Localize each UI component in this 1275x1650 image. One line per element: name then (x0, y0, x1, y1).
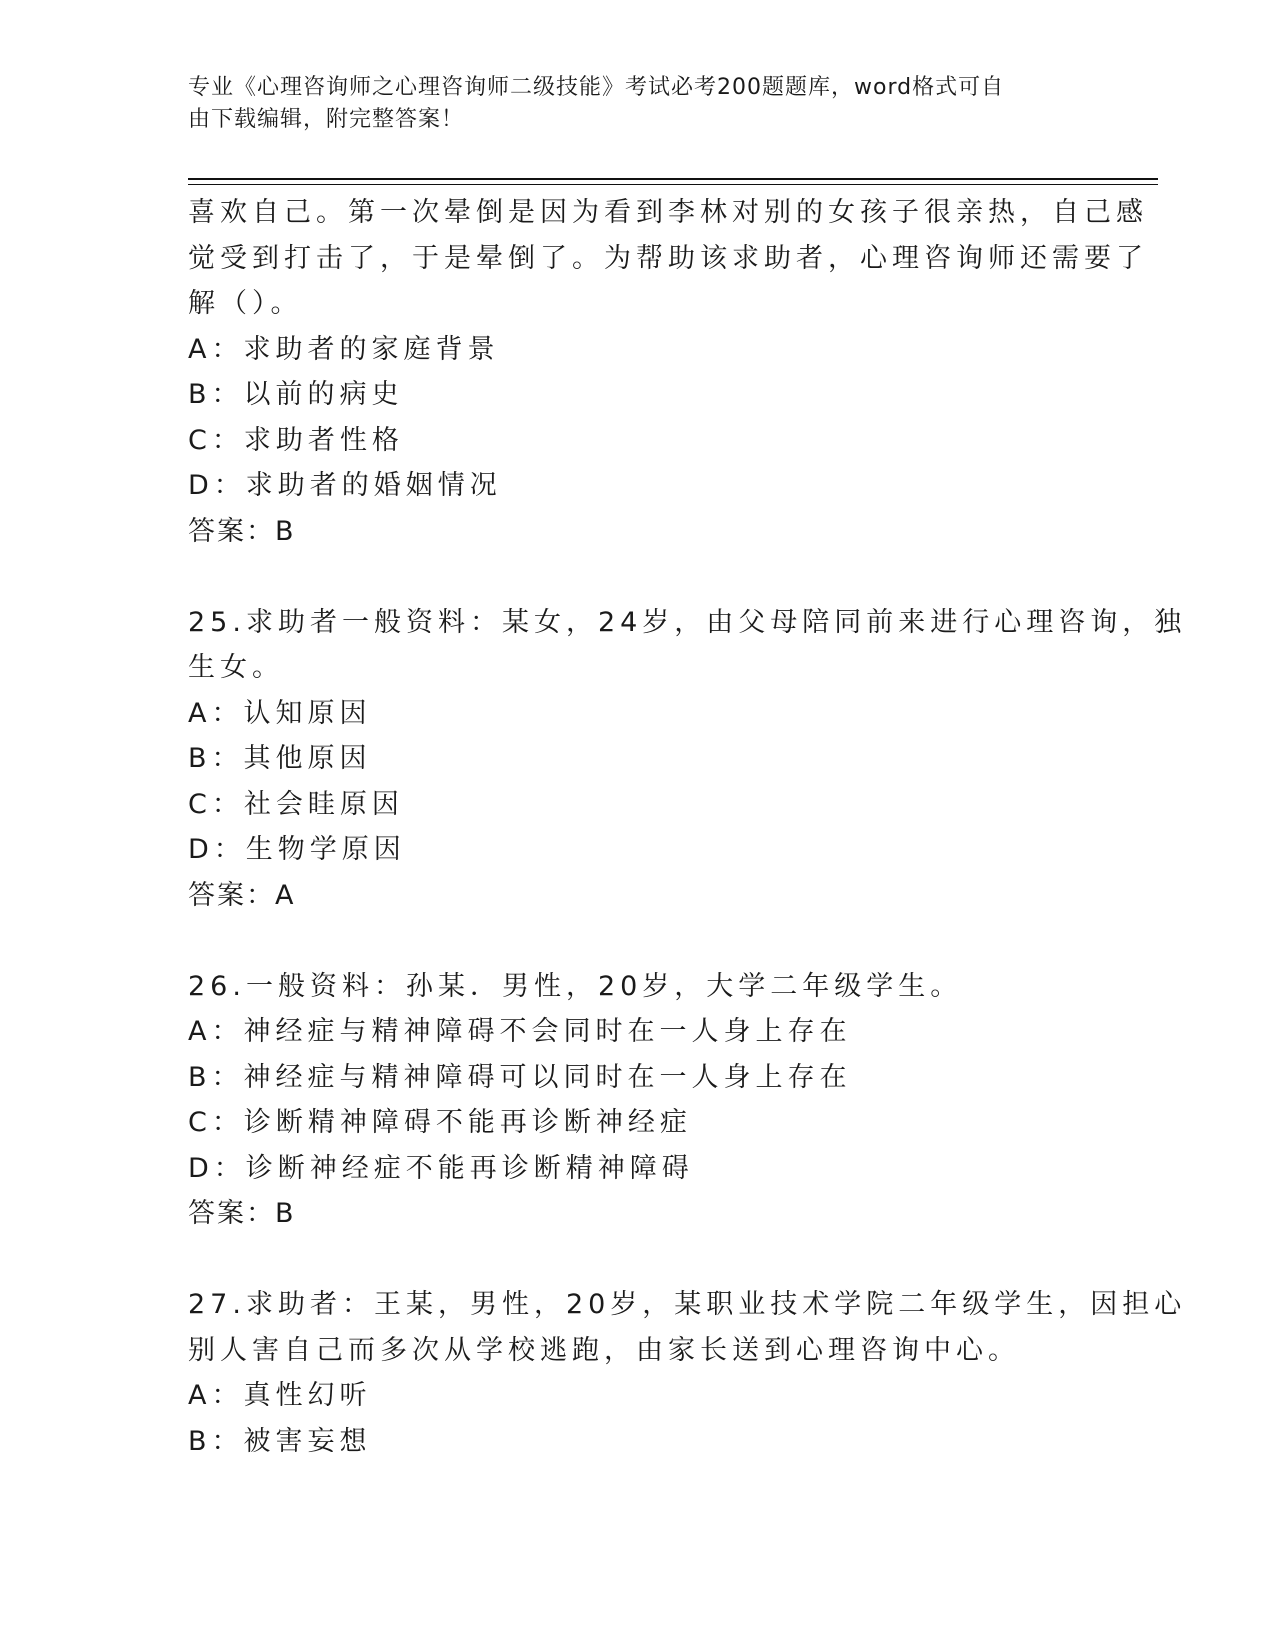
answer-label: 答案：A (188, 879, 296, 911)
question-stem-line: 生女。 (188, 652, 284, 683)
option-a: A：求助者的家庭背景 (188, 333, 500, 365)
option-d: D：求助者的婚姻情况 (188, 470, 502, 501)
question-stem-line: 27.求助者：王某，男性，20岁，某职业技术学院二年级学生，因担心 (188, 1289, 1187, 1320)
question-spacer (188, 918, 1108, 964)
question-spacer (188, 1237, 1108, 1283)
option-b: B：神经症与精神障碍可以同时在一人身上存在 (188, 1061, 852, 1093)
document-header (188, 72, 1068, 136)
header-divider-thin (188, 184, 1158, 185)
answer-label: 答案：B (188, 1198, 296, 1229)
option-c: C：诊断精神障碍不能再诊断神经症 (188, 1107, 692, 1138)
option-a: A：真性幻听 (188, 1380, 372, 1411)
option-a: A：认知原因 (188, 697, 372, 729)
question-stem-line: 25.求助者一般资料：某女，24岁，由父母陪同前来进行心理咨询，独 (188, 606, 1187, 638)
answer-label: 答案：B (188, 515, 296, 547)
question-27 (188, 1282, 1187, 1464)
header-line-2: 由下载编辑，附完整答案！ (188, 107, 465, 132)
question-list (188, 190, 1187, 1464)
header-divider-thick (188, 178, 1158, 180)
option-b: B：被害妄想 (188, 1425, 372, 1457)
question-stem-line: 解（）。 (188, 288, 303, 319)
question-26 (188, 964, 1108, 1237)
option-c: C：社会眭原因 (188, 788, 404, 820)
question-stem-line: 觉受到打击了，于是晕倒了。为帮助该求助者，心理咨询师还需要了 (188, 242, 1148, 274)
question-24 (188, 190, 1148, 554)
option-d: D：诊断神经症不能再诊断精神障碍 (188, 1152, 694, 1184)
question-25 (188, 600, 1187, 919)
question-stem-line: 喜欢自己。第一次晕倒是因为看到李林对别的女孩子很亲热，自己感 (188, 197, 1148, 228)
question-stem-line: 别人害自己而多次从学校逃跑，由家长送到心理咨询中心。 (188, 1334, 1020, 1366)
question-spacer (188, 554, 1108, 600)
option-d: D：生物学原因 (188, 834, 406, 865)
option-c: C：求助者性格 (188, 424, 404, 456)
option-a: A：神经症与精神障碍不会同时在一人身上存在 (188, 1016, 852, 1047)
question-stem-line: 26.一般资料：孙某．男性，20岁，大学二年级学生。 (188, 970, 963, 1002)
header-line-1: 专业《心理咨询师之心理咨询师二级技能》考试必考200题题库，word格式可自 (188, 75, 1005, 100)
option-b: B：以前的病史 (188, 379, 404, 410)
option-b: B：其他原因 (188, 743, 372, 774)
